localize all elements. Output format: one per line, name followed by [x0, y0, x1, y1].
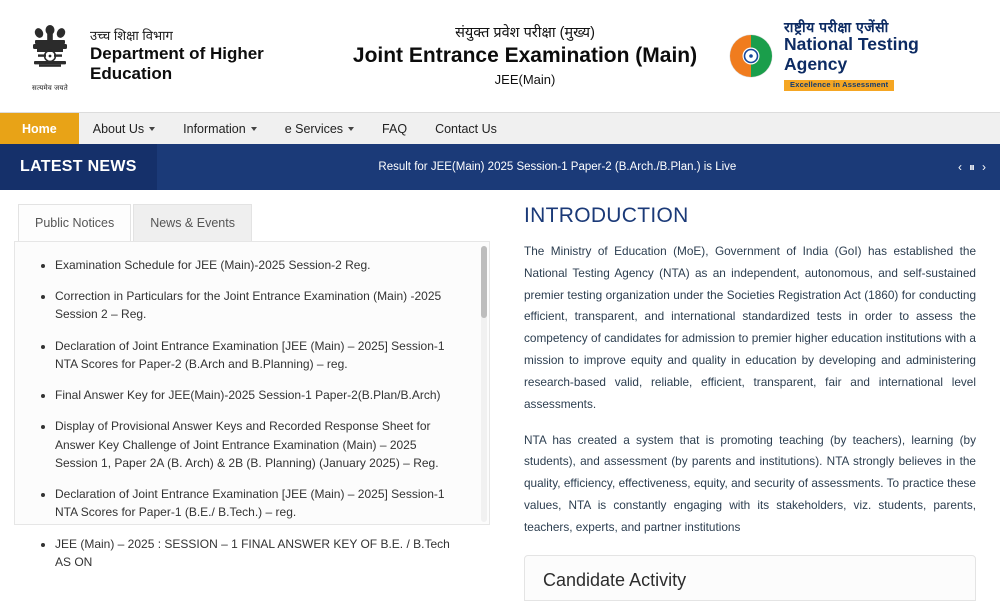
news-ticker-text[interactable]: Result for JEE(Main) 2025 Session-1 Paper-2 (B.Arch./B.Plan.) is Live	[378, 161, 737, 173]
tab-news-and-events[interactable]	[133, 204, 252, 241]
list-item[interactable]: • JEE (Main) – 2025 : SESSION – 1 FINAL ANSWER KEY OF B.E. / B.Tech AS ON	[55, 535, 471, 571]
nav-label-faq: FAQ	[382, 121, 408, 136]
nav-label-about-us: About Us	[92, 121, 145, 136]
nav-item-faq[interactable]	[368, 113, 421, 144]
intro-paragraph-1: The Ministry of Education (MoE), Government of India (GoI) has established the National Testing Agency (NTA) as an independent, autonomous, and self-sustained premier testing organization under the Societies Registration Act (1860) for conducting efficient, transparent, and international standardized tests in order to assess the competency of candidates for admission to premier higher education institutions with a mission to improve equity and quality in education by developing and administering research-based valid, reliable, efficient, transparent, fair and international level assessments.	[524, 244, 976, 411]
candidate-activity-card	[524, 555, 976, 601]
list-item[interactable]: • Examination Schedule for JEE (Main)-2025 Session-2 Reg.	[55, 256, 471, 274]
notices-scrollbar-thumb[interactable]	[481, 246, 487, 318]
nta-tagline: Excellence in Assessment	[784, 80, 894, 90]
list-item[interactable]: • Display of Provisional Answer Keys and Recorded Response Sheet for Answer Key Challenge of Joint Entrance Examination (Main) – 2025 Session 1, Paper 2A (B. Arch) & 2B (B. Planning) (January 2025) – Reg.	[55, 417, 471, 472]
list-item[interactable]: • Declaration of Joint Entrance Examination [JEE (Main) – 2025] Session-1 NTA Scores for Paper-2 (B.Arch and B.Planning) – reg.	[55, 337, 471, 373]
introduction-column	[500, 204, 1000, 601]
list-item[interactable]: • Correction in Particulars for the Joint Entrance Examination (Main) -2025 Session 2 – Reg.	[55, 287, 471, 323]
nav-label-e-services: e Services	[284, 121, 344, 136]
latest-news-bar	[0, 144, 1000, 190]
exam-title-block	[322, 24, 728, 88]
notice-list	[25, 256, 471, 571]
department-branding	[22, 19, 322, 93]
candidate-activity-title: Candidate Activity	[543, 569, 687, 590]
page-title: INTRODUCTION	[524, 204, 689, 227]
emblem-caption: सत्यमेव जयते	[32, 85, 68, 92]
chevron-down-icon	[348, 127, 354, 131]
india-emblem-icon	[22, 19, 78, 93]
nav-label-home: Home	[22, 121, 57, 136]
notices-scrollbar[interactable]	[481, 246, 487, 522]
nav-item-e-services[interactable]	[271, 113, 368, 144]
prev-news-icon[interactable]: ‹	[957, 160, 962, 174]
exam-title-hindi: संयुक्त प्रवेश परीक्षा (मुख्य)	[455, 25, 595, 42]
chevron-down-icon	[149, 127, 155, 131]
nta-name-english: National Testing Agency	[784, 34, 919, 74]
nta-name-hindi: राष्ट्रीय परीक्षा एजेंसी	[784, 18, 889, 35]
tab-label-public-notices: Public Notices	[35, 216, 115, 230]
nta-logo-icon	[728, 33, 774, 79]
notices-column	[0, 204, 500, 601]
nav-label-information: Information	[183, 121, 246, 136]
main-navigation	[0, 112, 1000, 144]
next-news-icon[interactable]: ›	[982, 160, 986, 174]
nav-item-about-us[interactable]	[79, 113, 169, 144]
nav-item-contact-us[interactable]	[421, 113, 511, 144]
exam-title-short: JEE(Main)	[494, 71, 556, 87]
list-item[interactable]: • Final Answer Key for JEE(Main)-2025 Session-1 Paper-2(B.Plan/B.Arch)	[55, 386, 471, 404]
notices-tabs	[14, 204, 490, 241]
nta-branding	[728, 20, 978, 93]
tab-public-notices[interactable]	[18, 204, 131, 241]
news-ticker-controls	[958, 144, 1000, 190]
exam-title-english: Joint Entrance Examination (Main)	[352, 44, 698, 68]
pause-news-icon[interactable]: ⏸	[968, 159, 975, 174]
intro-paragraph-2: NTA has created a system that is promoting teaching (by teachers), learning (by students), and assessment (by parents and institutions). NTA strongly believes in the quality, efficiency, effectiveness, equity, and security of assessments. To practice these values, NTA is constantly engaging with its stakeholders, viz. students, parents, teachers, experts, and partner institutions	[524, 432, 976, 534]
nav-item-information[interactable]	[169, 113, 271, 144]
department-name-english: Department of Higher Education	[90, 43, 264, 83]
nav-item-home[interactable]	[0, 113, 79, 144]
notices-panel	[14, 241, 490, 569]
chevron-down-icon	[251, 127, 257, 131]
site-header	[0, 0, 1000, 112]
department-text	[90, 28, 270, 83]
nta-text	[784, 20, 978, 93]
page-content	[0, 190, 1000, 601]
latest-news-label: LATEST NEWS	[0, 144, 157, 190]
list-item[interactable]: • Declaration of Joint Entrance Examination [JEE (Main) – 2025] Session-1 NTA Scores for Paper-1 (B.E./ B.Tech.) – reg.	[55, 485, 471, 521]
tab-label-news-and-events: News & Events	[150, 216, 235, 230]
nav-label-contact-us: Contact Us	[435, 121, 497, 136]
department-name-hindi: उच्च शिक्षा विभाग	[90, 28, 173, 44]
